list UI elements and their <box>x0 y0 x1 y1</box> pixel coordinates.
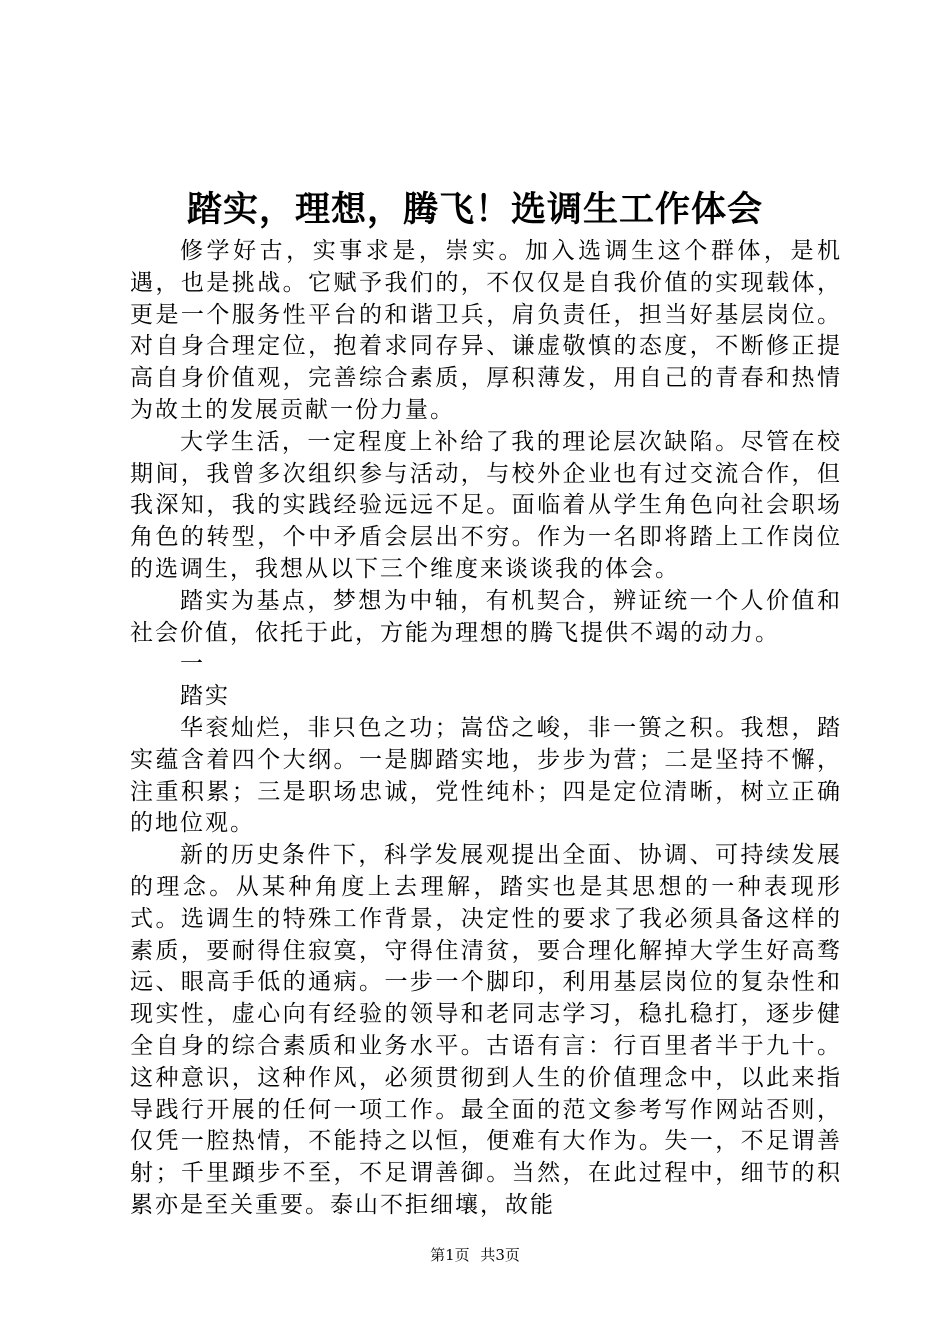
page-number: 第1页 <box>430 1246 470 1264</box>
section-paragraph-1: 华衮灿烂，非只色之功；嵩岱之峻，非一篑之积。我想，踏实蕴含着四个大纲。一是脚踏实地，步步为营；二是坚持不懈，注重积累；三是职场忠诚，党性纯朴；四是定位清晰，树立正确的地位观。 <box>130 714 842 837</box>
paragraph-2: 大学生活，一定程度上补给了我的理论层次缺陷。尽管在校期间，我曾多次组织参与活动，与校外企业也有过交流合作，但我深知，我的实践经验远远不足。面临着从学生角色向社会职场角色的转型，个中矛盾会层出不穷。作为一名即将踏上工作岗位的选调生，我想从以下三个维度来谈谈我的体会。 <box>130 428 842 582</box>
page-footer <box>0 1245 950 1265</box>
paragraph-3: 踏实为基点，梦想为中轴，有机契合，辨证统一个人价值和社会价值，依托于此，方能为理想的腾飞提供不竭的动力。 <box>130 587 842 646</box>
page-total: 共3页 <box>480 1246 520 1264</box>
document-body <box>130 236 842 1222</box>
paragraph-1: 修学好古，实事求是，崇实。加入选调生这个群体，是机遇，也是挑战。它赋予我们的，不仅仅是自我价值的实现载体，更是一个服务性平台的和谐卫兵，肩负责任，担当好基层岗位。对自身合理定位，抱着求同存异、谦虚敬慎的态度，不断修正提高自身价值观，完善综合素质，厚积薄发，用自己的青春和热情为故土的发展贡献一份力量。 <box>130 238 842 423</box>
section-number: 一 <box>180 651 205 678</box>
section-paragraph-2: 新的历史条件下，科学发展观提出全面、协调、可持续发展的理念。从某种角度上去理解，踏实也是其思想的一种表现形式。选调生的特殊工作背景，决定性的要求了我必须具备这样的素质，要耐得住寂寞，守得住清贫，要合理化解掉大学生好高骛远、眼高手低的通病。一步一个脚印，利用基层岗位的复杂性和现实性，虚心向有经验的领导和老同志学习，稳扎稳打，逐步健全自身的综合素质和业务水平。古语有言：行百里者半于九十。这种意识，这种作风，必须贯彻到人生的价值理念中，以此来指导践行开展的任何一项工作。最全面的范文参考写作网站否则，仅凭一腔热情，不能持之以恒，便难有大作为。失一，不足谓善射；千里蹞步不至，不足谓善御。当然，在此过程中，细节的积累亦是至关重要。泰山不拒细壤，故能 <box>130 842 842 1218</box>
section-heading: 踏实 <box>180 683 230 710</box>
document-title: 踏实，理想，腾飞！选调生工作体会 <box>186 190 763 230</box>
